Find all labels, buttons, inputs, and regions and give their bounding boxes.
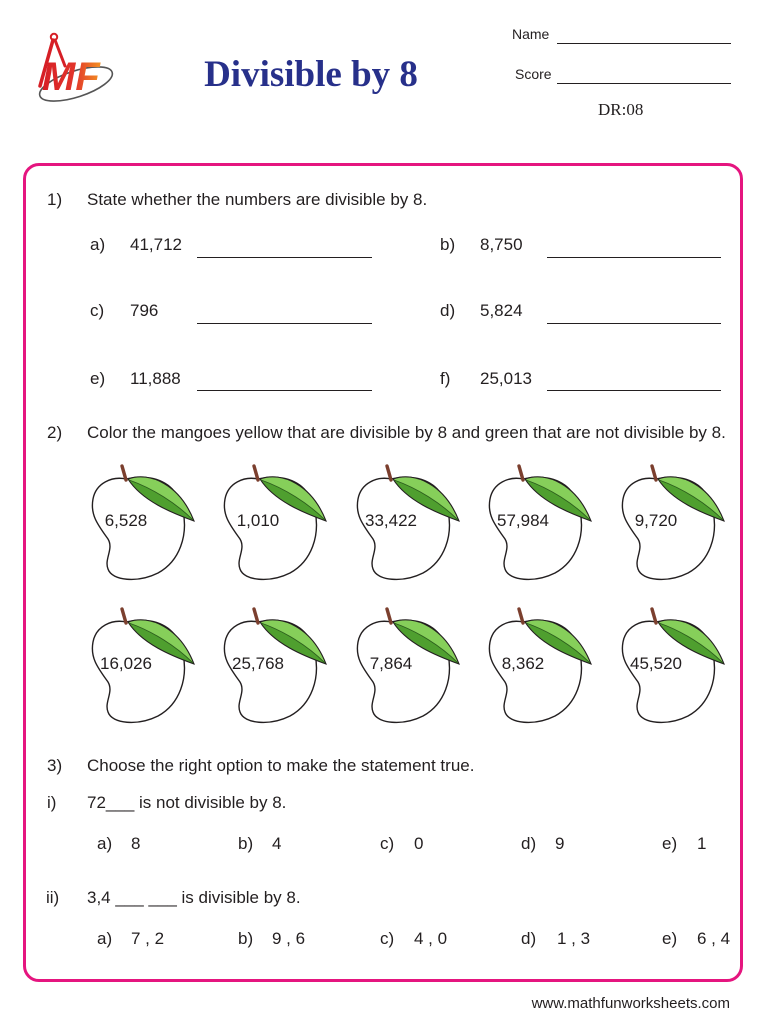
- question-prompt: Color the mangoes yellow that are divisible by 8 and green that are not divisible by 8.: [87, 423, 726, 442]
- mango-8: [353, 606, 463, 726]
- option-letter: d): [521, 929, 537, 948]
- mango-7: [220, 606, 330, 726]
- mango-number: 8,362: [501, 654, 545, 673]
- question-number: 1): [47, 190, 63, 209]
- option-value: 1 , 3: [557, 929, 591, 948]
- option-letter: d): [521, 834, 537, 853]
- mango-9: [485, 606, 595, 726]
- question-prompt: Choose the right option to make the statement true.: [87, 756, 475, 775]
- part-statement: 3,4 ___ ___ is divisible by 8.: [87, 888, 301, 907]
- footer-website: www.mathfunworksheets.com: [531, 995, 730, 1012]
- mango-3: [353, 463, 463, 583]
- answer-line: [547, 390, 721, 391]
- option-letter: a): [97, 929, 113, 948]
- option-value: 7 , 2: [131, 929, 165, 948]
- item-letter: a): [90, 235, 106, 254]
- answer-line: [197, 323, 372, 324]
- item-letter: f): [440, 369, 451, 388]
- option-letter: a): [97, 834, 113, 853]
- name-line: [557, 43, 731, 44]
- name-label: Name: [512, 26, 550, 42]
- worksheet-title: Divisible by 8: [204, 54, 418, 95]
- score-label: Score: [515, 66, 552, 82]
- item-number: 11,888: [130, 369, 181, 388]
- option-value: 9: [555, 834, 565, 853]
- mango-number: 7,864: [369, 654, 413, 673]
- option-value: 8: [131, 834, 141, 853]
- option-letter: b): [238, 929, 254, 948]
- item-letter: c): [90, 301, 105, 320]
- question-prompt: State whether the numbers are divisible by 8.: [87, 190, 428, 209]
- worksheet-code: DR:08: [598, 100, 644, 119]
- option-letter: c): [380, 834, 395, 853]
- item-number: 5,824: [480, 301, 523, 320]
- item-number: 41,712: [130, 235, 182, 254]
- score-line: [557, 83, 731, 84]
- part-statement: 72___ is not divisible by 8.: [87, 793, 287, 812]
- option-value: 0: [414, 834, 424, 853]
- question-number: 3): [47, 756, 63, 775]
- mango-number: 57,984: [497, 511, 549, 530]
- answer-line: [197, 257, 372, 258]
- option-letter: c): [380, 929, 395, 948]
- option-letter: b): [238, 834, 254, 853]
- option-letter: e): [662, 929, 678, 948]
- question-number: 2): [47, 423, 63, 442]
- item-letter: d): [440, 301, 456, 320]
- mango-1: [88, 463, 198, 583]
- mango-number: 9,720: [634, 511, 678, 530]
- part-numeral: i): [47, 793, 57, 812]
- option-value: 9 , 6: [272, 929, 306, 948]
- item-number: 796: [130, 301, 159, 320]
- answer-line: [547, 257, 721, 258]
- part-numeral: ii): [46, 888, 60, 907]
- mango-number: 45,520: [630, 654, 682, 673]
- mango-number: 16,026: [100, 654, 152, 673]
- option-value: 6 , 4: [697, 929, 731, 948]
- mango-number: 33,422: [365, 511, 417, 530]
- mango-number: 1,010: [236, 511, 280, 530]
- option-value: 4: [272, 834, 282, 853]
- item-letter: e): [90, 369, 106, 388]
- item-number: 25,013: [480, 369, 532, 388]
- mango-2: [220, 463, 330, 583]
- mango-number: 25,768: [232, 654, 284, 673]
- item-letter: b): [440, 235, 456, 254]
- item-number: 8,750: [480, 235, 523, 254]
- mango-number: 6,528: [104, 511, 148, 530]
- option-value: 4 , 0: [414, 929, 448, 948]
- option-value: 1: [697, 834, 707, 853]
- mango-10: [618, 606, 728, 726]
- mango-6: [88, 606, 198, 726]
- mathfun-logo: [32, 28, 114, 104]
- answer-line: [547, 323, 721, 324]
- mango-5: [618, 463, 728, 583]
- mango-4: [485, 463, 595, 583]
- logo-lettering: MF: [42, 55, 100, 99]
- answer-line: [197, 390, 372, 391]
- option-letter: e): [662, 834, 678, 853]
